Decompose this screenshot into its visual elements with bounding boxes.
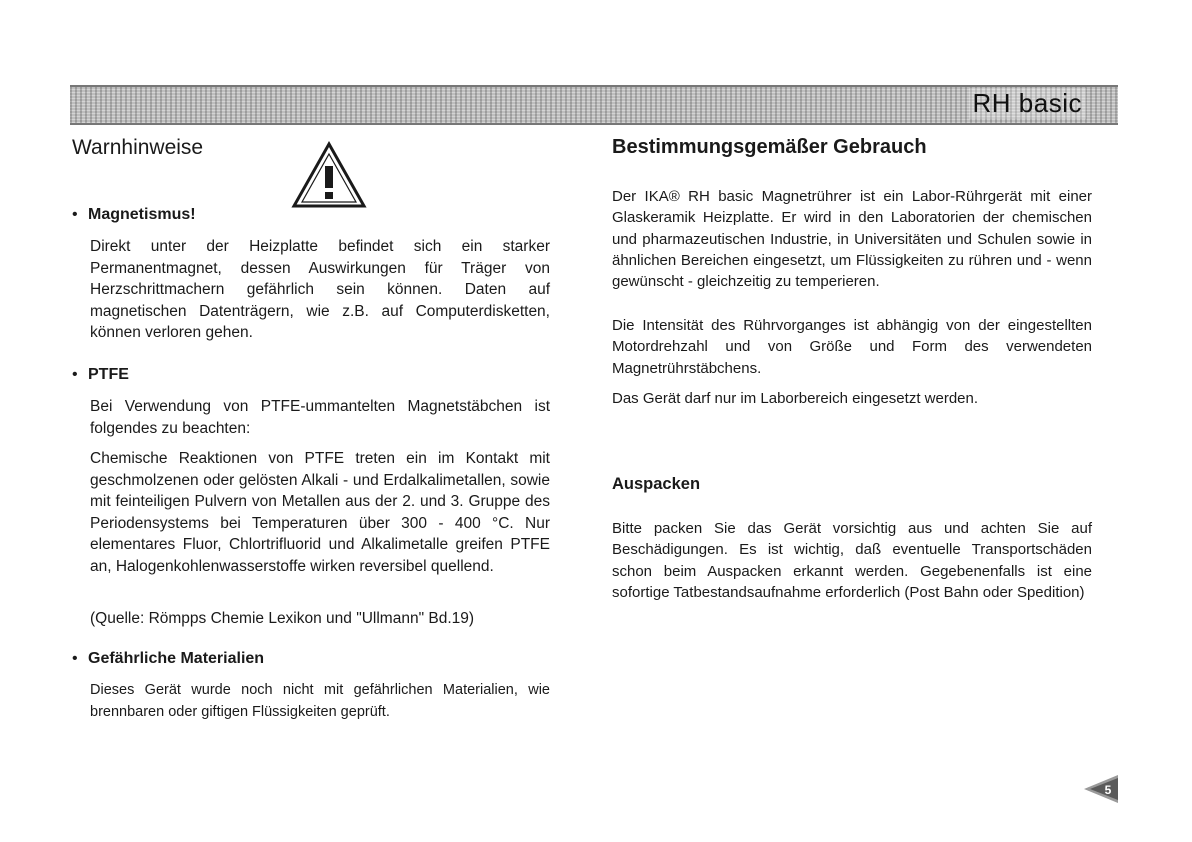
header-band [70, 85, 1118, 125]
intended-use-title: Bestimmungsgemäßer Gebrauch [612, 136, 927, 158]
section-heading-hazardous: • Gefährliche Materialien [72, 650, 265, 667]
section-heading-ptfe: • PTFE [72, 366, 129, 383]
intended-use-paragraph-3: Das Gerät darf nur im Laborbereich eingesetzt werden. [612, 390, 979, 407]
ptfe-paragraph-1: Bei Verwendung von PTFE-ummantelten Magnetstäbchen ist folgendes zu beachten: [90, 398, 550, 437]
hazardous-paragraph: Dieses Gerät wurde noch nicht mit gefährlichen Materialien, wie brennbaren oder giftigen Flüssigkeiten geprüft. [90, 682, 550, 720]
intended-use-paragraph-2: Die Intensität des Rührvorganges ist abhängig von der eingestellten Motordrehzahl und von Größe und Form des verwendeten Magnetrührstäbchens. [612, 317, 1092, 377]
unpacking-title: Auspacken [612, 475, 701, 493]
warnings-title: Warnhinweise [72, 136, 204, 159]
brand-label: RH basic [969, 88, 1086, 119]
warning-triangle-icon [290, 140, 368, 210]
ptfe-paragraph-2: Chemische Reaktionen von PTFE treten ein im Kontakt mit geschmolzenen oder gelösten Alkali - und Erdalkalimetallen, sowie mit feinteiligen Pulvern von Metallen aus der 2. und 3. Gruppe des Periodensystems bei Temperaturen über 300 - 400 °C. Nur elementares Fluor, Chlortrifluorid und Alkalimetalle greifen PTFE an, Halogenkohlenwasserstoffe wirken reversibel quellend. [90, 450, 550, 575]
page-number-tab [1084, 775, 1118, 803]
page-number: 5 [1104, 783, 1112, 797]
section-heading-magnetism: • Magnetismus! [72, 206, 196, 223]
intended-use-paragraph-1: Der IKA® RH basic Magnetrührer ist ein Labor-Rührgerät mit einer Glaskeramik Heizplatte. Er wird in den Laboratorien der chemischen und pharmazeutischen Industrie, in Universitäten und Schulen sowie in ähnlichen Bereichen eingesetzt, um Flüssigkeiten zu rühren und - wenn gewünscht - gleichzeitig zu temperieren. [612, 188, 1092, 291]
ptfe-source-note: (Quelle: Römpps Chemie Lexikon und "Ullmann" Bd.19) [90, 610, 475, 627]
magnetism-paragraph: Direkt unter der Heizplatte befindet sich ein starker Permanentmagnet, dessen Auswirkungen für Träger von Herzschrittmachern gefährlich sein können. Daten auf magnetischen Datenträgern, wie z.B. auf Computerdisketten, können verloren gehen. [90, 238, 550, 341]
unpacking-paragraph: Bitte packen Sie das Gerät vorsichtig aus und achten Sie auf Beschädigungen. Es ist wichtig, daß eventuelle Transportschäden schon beim Auspacken erkannt werden. Gegebenenfalls ist eine sofortige Tatbestandsaufnahme erforderlich (Post Bahn oder Spedition) [612, 520, 1092, 601]
